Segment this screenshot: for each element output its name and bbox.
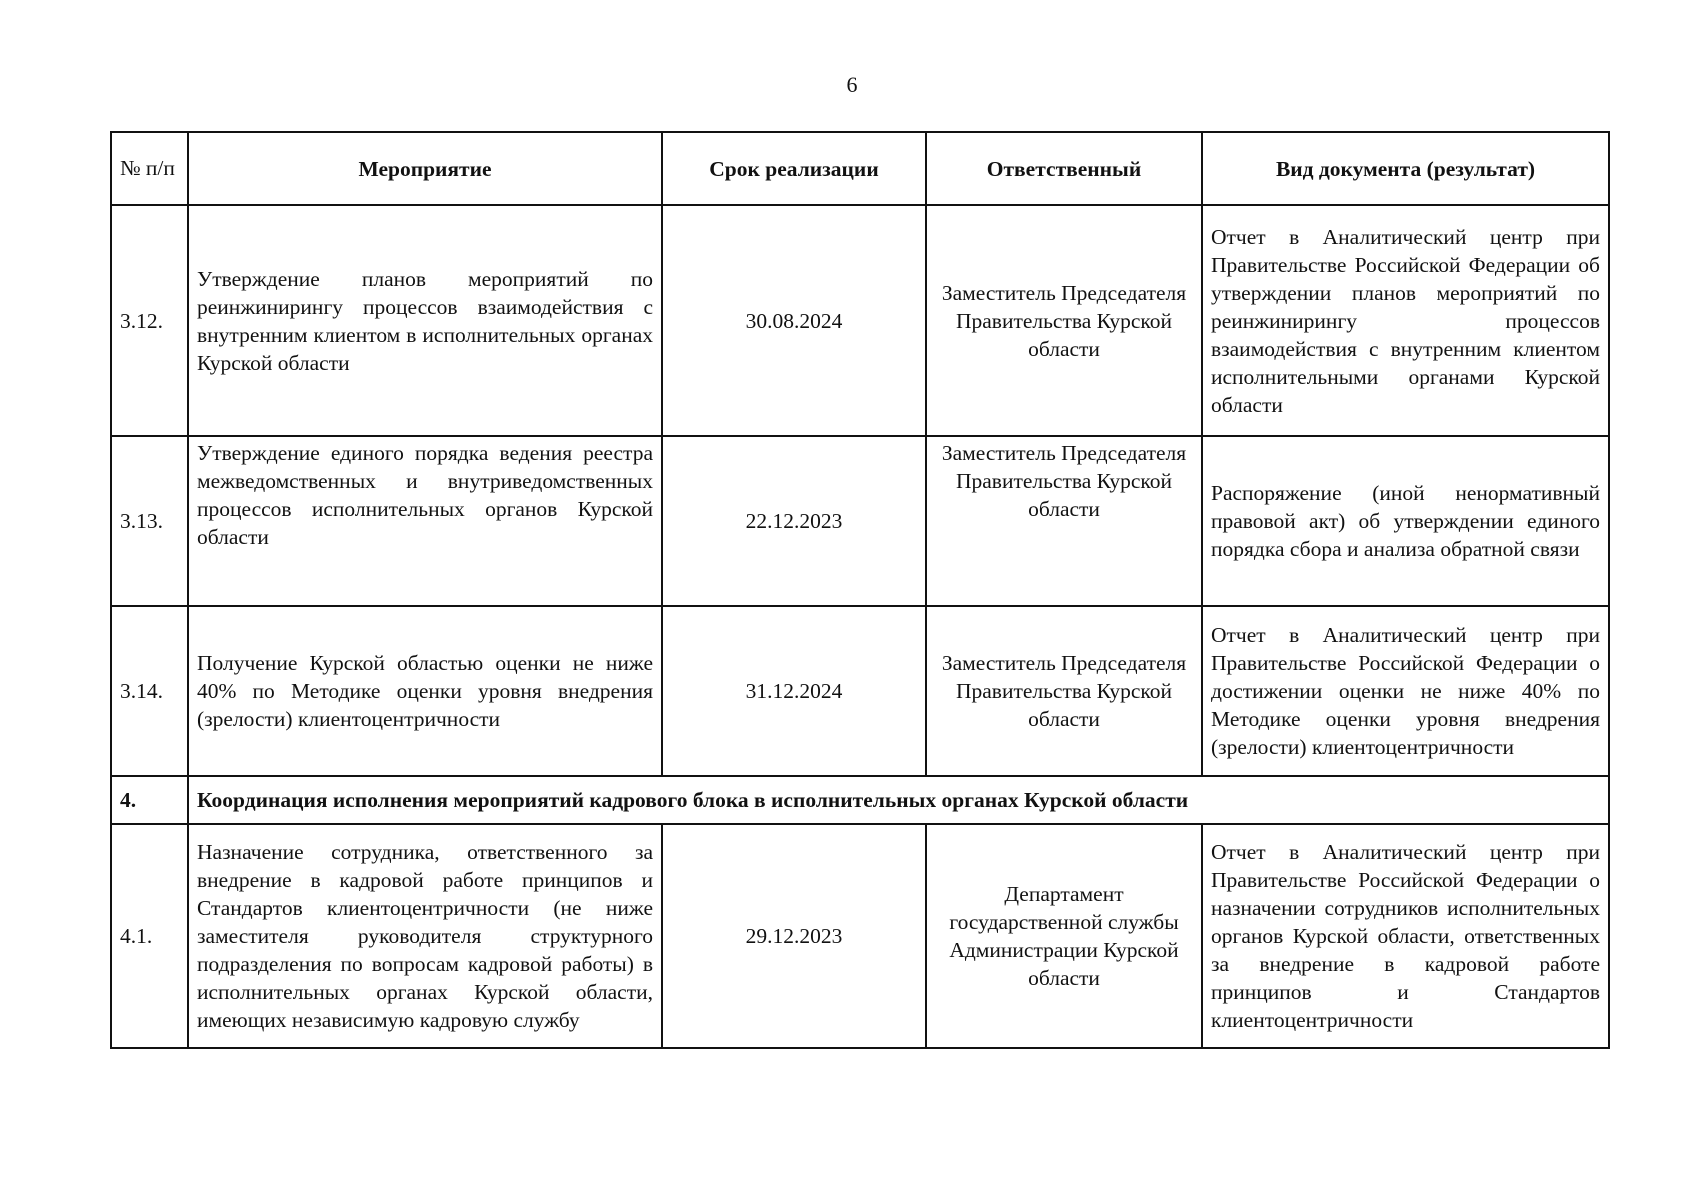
row-responsible: Заместитель Председателя Правительства Курской области [926,436,1202,606]
row-result: Отчет в Аналитический центр при Правительстве Российской Федерации о достижении оценки не ниже 40% по Методике оценки уровня внедрения (зрелости) клиентоцентричности [1202,606,1609,776]
row-result: Распоряжение (иной ненормативный правовой акт) об утверждении единого порядка сбора и анализа обратной связи [1202,436,1609,606]
row-num: 3.12. [111,205,188,436]
table-row [111,205,1609,436]
section-num: 4. [111,776,188,824]
row-result: Отчет в Аналитический центр при Правительстве Российской Федерации об утверждении планов мероприятий по реинжинирингу процессов взаимодействия с внутренним клиентом исполнительными органами Курской области [1202,205,1609,436]
row-num: 4.1. [111,824,188,1048]
row-deadline: 29.12.2023 [662,824,926,1048]
row-event: Получение Курской областью оценки не ниже 40% по Методике оценки уровня внедрения (зрелости) клиентоцентричности [188,606,662,776]
section-title: Координация исполнения мероприятий кадрового блока в исполнительных органах Курской области [188,776,1609,824]
row-responsible: Департамент государственной службы Администрации Курской области [926,824,1202,1048]
row-responsible: Заместитель Председателя Правительства Курской области [926,606,1202,776]
row-event: Утверждение единого порядка ведения реестра межведомственных и внутриведомственных процессов исполнительных органов Курской области [188,436,662,606]
table-row [111,436,1609,606]
row-num: 3.14. [111,606,188,776]
row-event: Утверждение планов мероприятий по реинжинирингу процессов взаимодействия с внутренним клиентом в исполнительных органах Курской области [188,205,662,436]
row-deadline: 30.08.2024 [662,205,926,436]
page-number: 6 [846,72,858,97]
row-deadline: 31.12.2024 [662,606,926,776]
row-responsible: Заместитель Председателя Правительства Курской области [926,205,1202,436]
row-deadline: 22.12.2023 [662,436,926,606]
table-row [111,824,1609,1048]
header-responsible: Ответственный [926,132,1202,205]
row-num: 3.13. [111,436,188,606]
row-result: Отчет в Аналитический центр при Правительстве Российской Федерации о назначении сотрудников исполнительных органов Курской области, ответственных за внедрение в кадровой работе принципов и Стандартов клиентоцентричности [1202,824,1609,1048]
header-deadline: Срок реализации [662,132,926,205]
table-header-row [111,132,1609,205]
header-result: Вид документа (результат) [1202,132,1609,205]
section-row [111,776,1609,824]
table-row [111,606,1609,776]
row-event: Назначение сотрудника, ответственного за внедрение в кадровой работе принципов и Стандартов клиентоцентричности (не ниже заместителя руководителя структурного подразделения по вопросам кадровой работы) в исполнительных органах Курской области, имеющих независимую кадровую службу [188,824,662,1048]
action-plan-table [110,131,1610,1049]
header-event: Мероприятие [188,132,662,205]
header-num: № п/п [111,132,188,205]
